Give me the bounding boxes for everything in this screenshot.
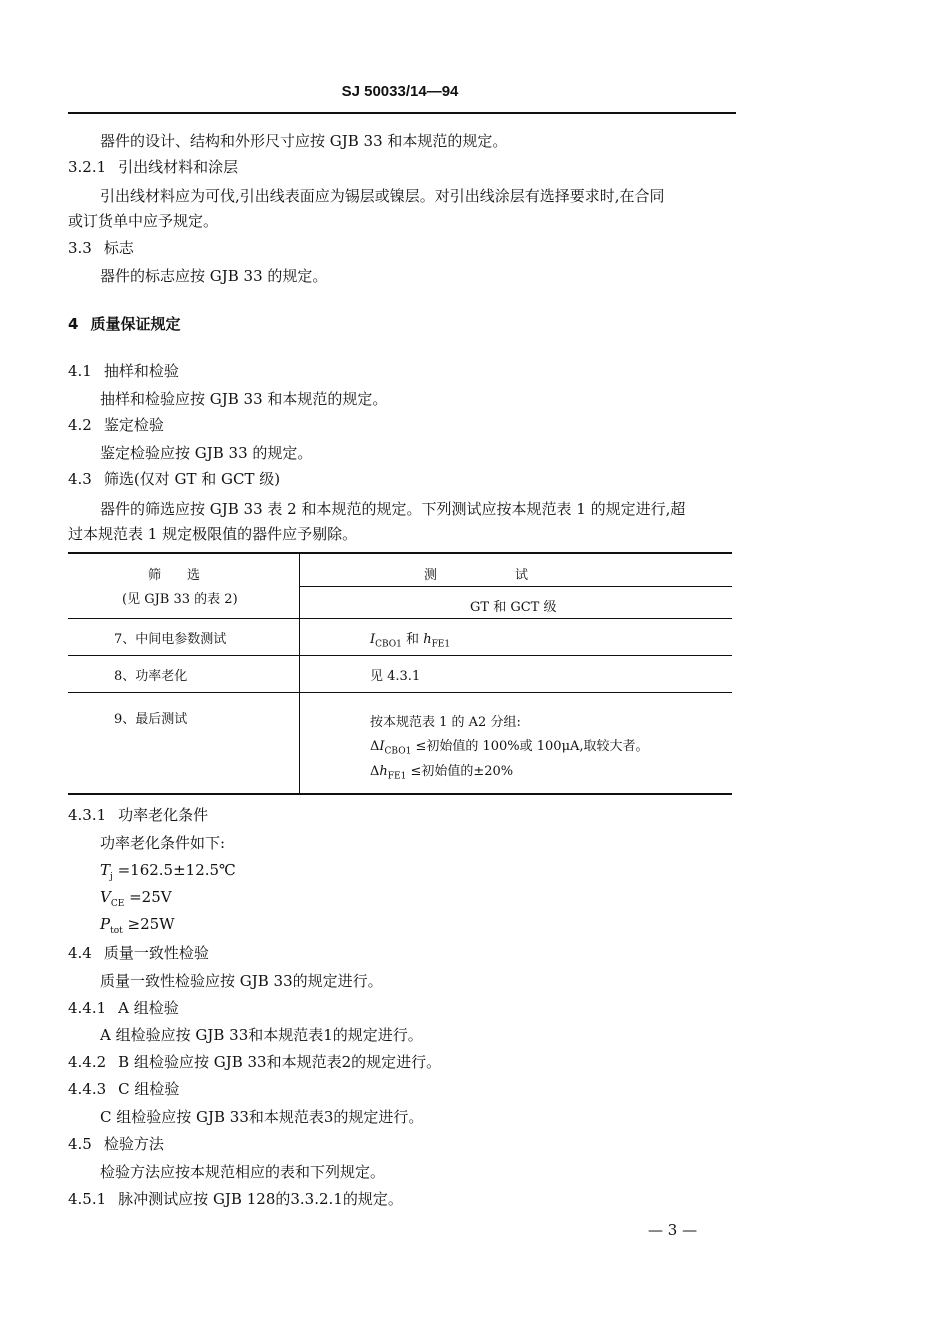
paragraph: 功率老化条件如下:: [100, 834, 226, 852]
condition-vce: $V_{CE} =25V$: [100, 888, 172, 909]
section-title: 检验方法: [103, 1135, 164, 1153]
table-header-rule: [68, 618, 732, 619]
header-grade: GT 和 GCT 级: [470, 600, 557, 615]
section-title: 标志: [103, 239, 134, 257]
condition-junction-temp: $T_j$ =162.5±12.5℃: [100, 861, 236, 882]
section-title: 筛选(仅对 GT 和 GCT 级): [103, 470, 281, 488]
section-4-5-heading: [68, 1134, 164, 1154]
table-bottom-rule: [68, 793, 732, 795]
section-title: 抽样和检验: [103, 362, 179, 380]
section-number: 4.3.1: [68, 806, 107, 824]
paragraph: 检验方法应按本规范相应的表和下列规定。: [100, 1163, 386, 1181]
table-row-rule: [68, 692, 732, 693]
section-number: 4.2: [68, 416, 92, 434]
section-number: 3.3: [68, 239, 92, 257]
section-title: C 组检验: [118, 1080, 180, 1098]
row-8-test: 见 4.3.1: [370, 669, 421, 684]
section-title: 质量一致性检验: [103, 944, 209, 962]
table-header-subrule: [299, 586, 732, 587]
section-number: 4: [68, 315, 79, 333]
section-4-3-heading: [68, 469, 280, 489]
section-4-3-1-heading: [68, 805, 208, 825]
section-number: 3.2.1: [68, 158, 107, 176]
section-number: 4.5.1: [68, 1190, 107, 1208]
section-4-4-2-heading: [68, 1052, 441, 1072]
section-4-4-3-heading: [68, 1079, 179, 1099]
paragraph: A 组检验应按 GJB 33和本规范表1的规定进行。: [100, 1026, 423, 1044]
condition-ptot: $P_{tot} \ge 25W$: [100, 915, 175, 936]
row-7-test: $I_{CBO1}$ 和 $h_{FE1}$: [370, 632, 451, 650]
header-screening-ref: (见 GJB 33 的表 2): [122, 592, 238, 607]
section-title: 脉冲测试应按 GJB 128的3.3.2.1的规定。: [118, 1190, 403, 1208]
page-number: — 3 —: [648, 1221, 698, 1239]
section-number: 4.4.3: [68, 1080, 107, 1098]
section-4-heading: [68, 314, 180, 334]
section-number: 4.3: [68, 470, 92, 488]
section-title: 质量保证规定: [90, 315, 181, 333]
row-9-test-line2: $\Delta I_{CBO1}$ ≤初始值的 100%或 100μA,取较大者。: [370, 739, 649, 757]
table-row-rule: [68, 655, 732, 656]
paragraph: 鉴定检验应按 GJB 33 的规定。: [100, 444, 313, 462]
document-code: SJ 50033/14—94: [341, 83, 459, 100]
row-7-screen: 7、中间电参数测试: [114, 632, 227, 647]
row-8-screen: 8、功率老化: [114, 669, 188, 684]
paragraph: 质量一致性检验应按 GJB 33的规定进行。: [100, 972, 383, 990]
paragraph: 器件的标志应按 GJB 33 的规定。: [100, 267, 328, 285]
table-column-divider: [299, 552, 300, 794]
paragraph: C 组检验应按 GJB 33和本规范表3的规定进行。: [100, 1108, 424, 1126]
section-3-2-1-heading: [68, 157, 238, 177]
section-title: 鉴定检验: [103, 416, 164, 434]
section-title: 引出线材料和涂层: [118, 158, 239, 176]
paragraph: 抽样和检验应按 GJB 33 和本规范的规定。: [100, 390, 388, 408]
section-3-3-heading: [68, 238, 134, 258]
header-screening: 筛 选: [148, 568, 201, 583]
section-number: 4.5: [68, 1135, 92, 1153]
section-4-1-heading: [68, 361, 179, 381]
section-4-4-heading: [68, 943, 209, 963]
section-title: 功率老化条件: [118, 806, 209, 824]
paragraph: 引出线材料应为可伐,引出线表面应为锡层或镍层。对引出线涂层有选择要求时,在合同: [100, 187, 665, 205]
header-rule: [68, 112, 736, 114]
paragraph: 器件的筛选应按 GJB 33 表 2 和本规范的规定。下列测试应按本规范表 1 的规定进行,超: [100, 500, 686, 518]
section-4-2-heading: [68, 415, 164, 435]
section-4-5-1-heading: [68, 1189, 403, 1209]
row-9-test-line3: $\Delta h_{FE1}$ ≤初始值的±20%: [370, 764, 514, 782]
paragraph: 过本规范表 1 规定极限值的器件应予剔除。: [68, 525, 358, 543]
paragraph: 器件的设计、结构和外形尺寸应按 GJB 33 和本规范的规定。: [100, 132, 508, 150]
paragraph: 或订货单中应予规定。: [68, 212, 219, 230]
row-9-screen: 9、最后测试: [114, 712, 188, 727]
header-test: 测 试: [424, 568, 529, 583]
section-4-4-1-heading: [68, 998, 179, 1018]
section-number: 4.4: [68, 944, 92, 962]
row-9-test-line1: 按本规范表 1 的 A2 分组:: [370, 715, 521, 730]
table-top-rule: [68, 552, 732, 554]
section-number: 4.4.2: [68, 1053, 107, 1071]
section-number: 4.4.1: [68, 999, 107, 1017]
section-number: 4.1: [68, 362, 92, 380]
section-title: A 组检验: [118, 999, 179, 1017]
section-title: B 组检验应按 GJB 33和本规范表2的规定进行。: [118, 1053, 442, 1071]
